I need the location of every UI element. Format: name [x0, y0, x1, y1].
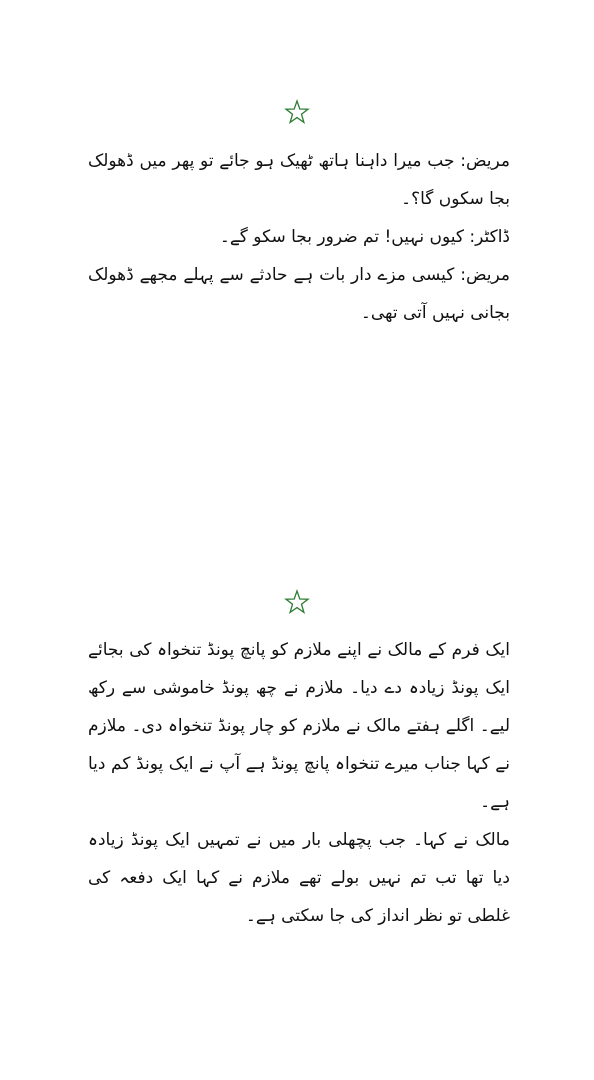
joke-1-text	[88, 142, 510, 332]
star-ornament-icon	[284, 99, 310, 125]
joke-2-paragraph-1: ایک فرم کے مالک نے اپنے ملازم کو پانچ پونڈ تنخواہ کی بجائے ایک پونڈ زیادہ دے دیا۔ ملازم نے چھ پونڈ خاموشی سے رکھ لیے۔ اگلے ہفتے مالک نے ملازم کو چار پونڈ تنخواہ دی۔ ملازم نے کہا جناب میرے تنخواہ پانچ پونڈ ہے آپ نے ایک پونڈ کم دیا ہے۔	[88, 640, 510, 812]
star-ornament-icon	[284, 589, 310, 615]
joke-2-text	[88, 631, 510, 935]
star-outline-icon	[284, 589, 310, 615]
star-outline-icon	[284, 99, 310, 125]
joke-1-line-3: مریض: کیسی مزے دار بات ہے حادثے سے پہلے مجھے ڈھولک بجانی نہیں آتی تھی۔	[88, 265, 510, 323]
joke-2-paragraph-2: مالک نے کہا۔ جب پچھلی بار میں نے تمہیں ایک پونڈ زیادہ دیا تھا تب تم نہیں بولے تھے ملازم نے کہا ایک دفعہ کی غلطی تو نظر انداز کی جا سکتی ہے۔	[88, 830, 510, 926]
joke-1-line-1: مریض: جب میرا داہنا ہاتھ ٹھیک ہو جائے تو پھر میں ڈھولک بجا سکوں گا؟۔	[88, 151, 510, 209]
joke-1-line-2: ڈاکٹر: کیوں نہیں! تم ضرور بجا سکو گے۔	[219, 227, 510, 247]
